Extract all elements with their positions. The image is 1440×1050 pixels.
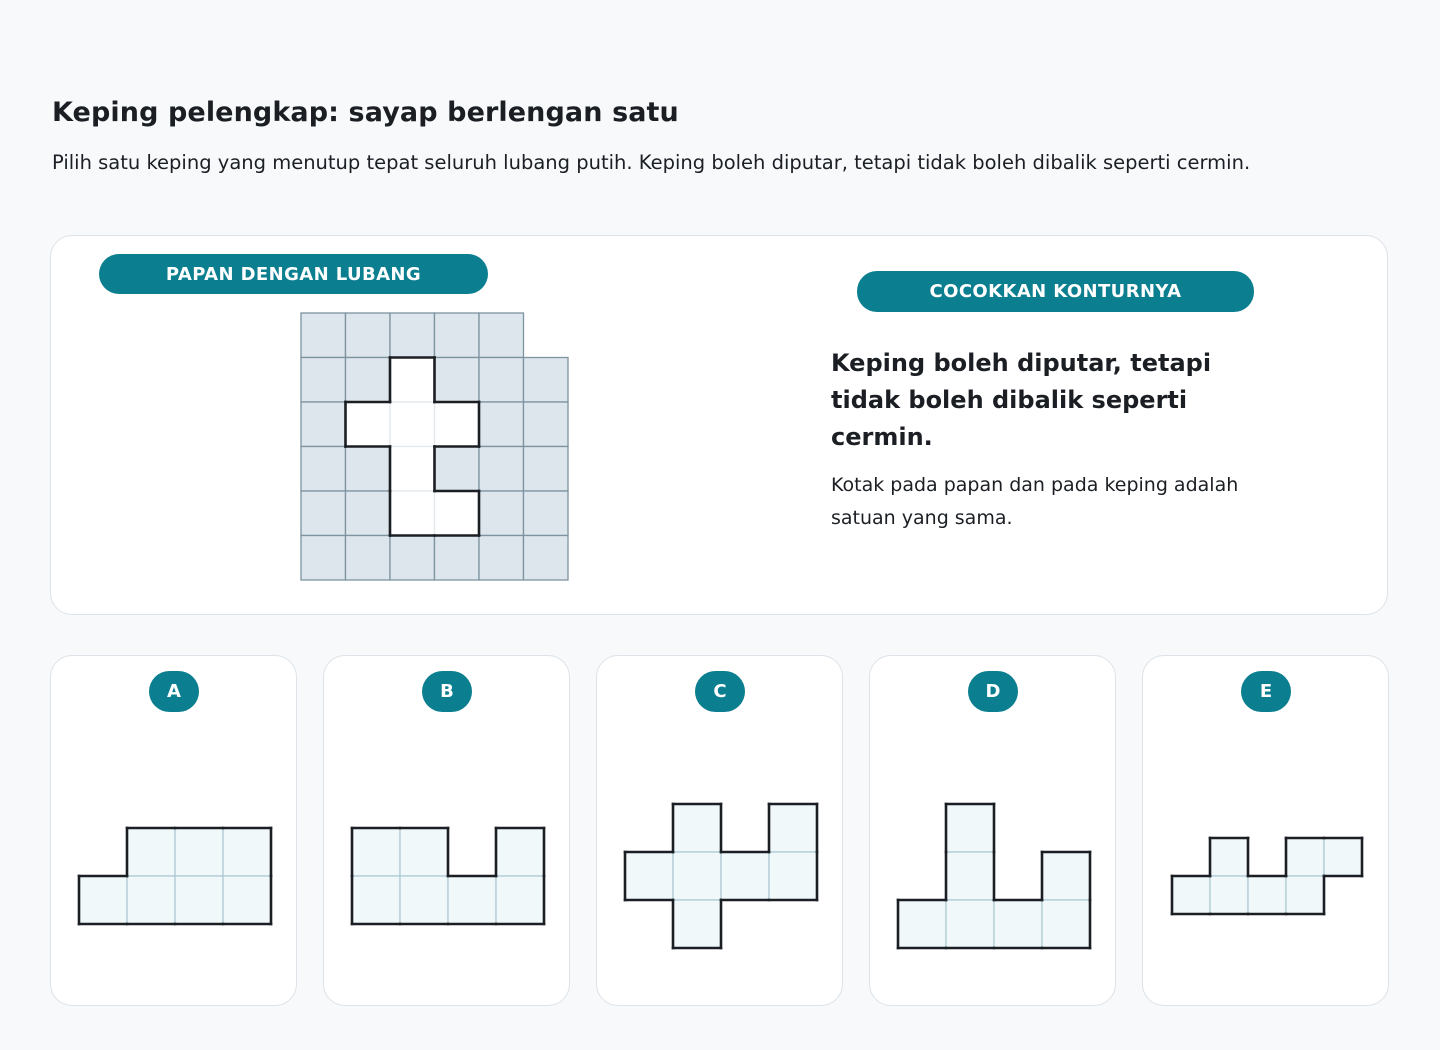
board-cell (390, 313, 435, 358)
piece-cell (1172, 876, 1210, 914)
option-piece (1143, 656, 1390, 1007)
piece-cell (223, 876, 271, 924)
piece-cell (769, 852, 817, 900)
piece-cell (175, 876, 223, 924)
hole-cell (435, 402, 480, 447)
piece-cell (769, 804, 817, 852)
option-piece (870, 656, 1117, 1007)
hole-cell (346, 402, 391, 447)
piece-cell (1324, 838, 1362, 876)
hole-cell (390, 358, 435, 403)
piece-cell (127, 876, 175, 924)
piece-cell (1248, 876, 1286, 914)
piece-cell (1042, 900, 1090, 948)
board-cell (479, 358, 524, 403)
piece-cell (1286, 838, 1324, 876)
option-card-e[interactable] (1142, 655, 1389, 1006)
board-cell (435, 536, 480, 581)
piece-cell (175, 828, 223, 876)
hint-label: COCOKKAN KONTURNYA (857, 271, 1254, 312)
board-cell (524, 491, 569, 536)
hole-cell (390, 491, 435, 536)
board-cell (346, 447, 391, 492)
piece-cell (1210, 838, 1248, 876)
board-cell (301, 536, 346, 581)
board-cell (390, 536, 435, 581)
option-piece (51, 656, 298, 1007)
page-title: Keping pelengkap: sayap berlengan satu (52, 97, 679, 128)
piece-cell (898, 900, 946, 948)
hole-cell (390, 447, 435, 492)
board-label: PAPAN DENGAN LUBANG (99, 254, 488, 294)
board-cell (524, 536, 569, 581)
piece-cell (127, 828, 175, 876)
piece-cell (352, 828, 400, 876)
option-badge: B (422, 671, 472, 712)
board-cell (301, 358, 346, 403)
board-cell (479, 536, 524, 581)
board-cell (435, 447, 480, 492)
piece-cell (1042, 852, 1090, 900)
option-badge: C (695, 671, 745, 712)
piece-cell (721, 852, 769, 900)
board-cell (435, 313, 480, 358)
option-badge: E (1241, 671, 1291, 712)
piece-cell (673, 852, 721, 900)
board-cell (479, 402, 524, 447)
hole-cell (435, 491, 480, 536)
board-cell (301, 313, 346, 358)
board-cell (435, 358, 480, 403)
board-cell (346, 313, 391, 358)
board-cell (301, 447, 346, 492)
piece-cell (1210, 876, 1248, 914)
board-cell (479, 313, 524, 358)
board-cell (346, 358, 391, 403)
piece-cell (496, 828, 544, 876)
piece-cell (400, 876, 448, 924)
piece-cell (79, 876, 127, 924)
piece-cell (946, 852, 994, 900)
piece-cell (400, 828, 448, 876)
piece-cell (946, 900, 994, 948)
piece-cell (496, 876, 544, 924)
option-badge: D (968, 671, 1018, 712)
piece-cell (448, 876, 496, 924)
instruction-text: Pilih satu keping yang menutup tepat seluruh lubang putih. Keping boleh diputar, tetapi tidak boleh dibalik seperti cermin. (52, 151, 1251, 174)
option-card-b[interactable] (323, 655, 570, 1006)
option-card-a[interactable] (50, 655, 297, 1006)
board-cell (479, 447, 524, 492)
piece-cell (223, 828, 271, 876)
board-cell (346, 491, 391, 536)
option-card-d[interactable] (869, 655, 1116, 1006)
board-cell (346, 536, 391, 581)
option-badge: A (149, 671, 199, 712)
option-card-c[interactable] (596, 655, 843, 1006)
board-grid (290, 305, 580, 590)
piece-cell (946, 804, 994, 852)
board-cell (524, 447, 569, 492)
piece-cell (994, 900, 1042, 948)
board-cell (301, 491, 346, 536)
unit-note: Kotak pada papan dan pada keping adalah satuan yang sama. (831, 474, 1239, 529)
board-cell (524, 358, 569, 403)
piece-cell (352, 876, 400, 924)
rule-text: Keping boleh diputar, tetapi tidak boleh dibalik seperti cermin. (831, 349, 1212, 451)
board-cell (524, 402, 569, 447)
piece-cell (1286, 876, 1324, 914)
option-piece (597, 656, 844, 1007)
piece-cell (673, 900, 721, 948)
hole-cell (390, 402, 435, 447)
board-cell (479, 491, 524, 536)
piece-cell (673, 804, 721, 852)
piece-cell (625, 852, 673, 900)
option-piece (324, 656, 571, 1007)
board-cell (301, 402, 346, 447)
